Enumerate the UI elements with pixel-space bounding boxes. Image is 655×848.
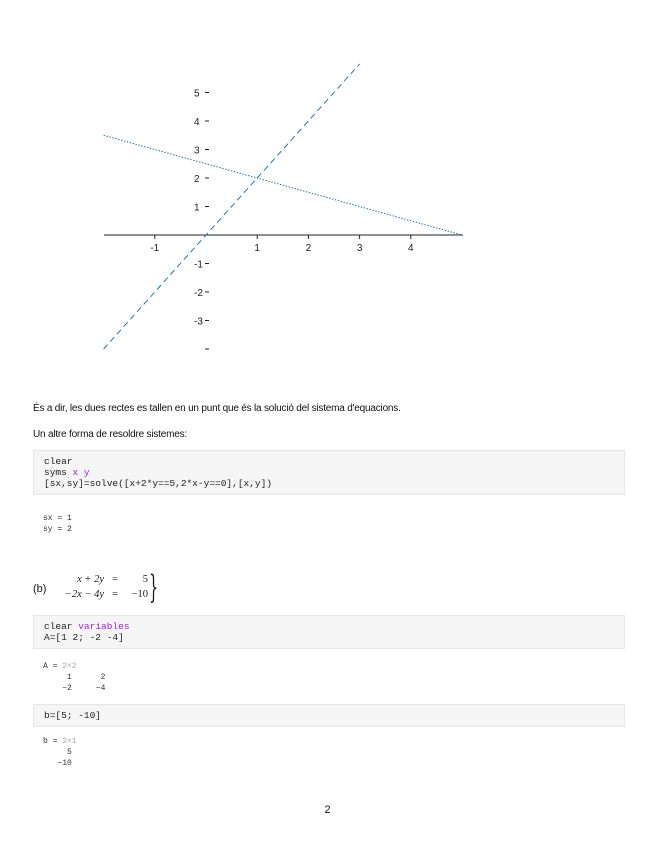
equation-rhs: 5	[142, 574, 148, 585]
paragraph-intersection: És a dir, les dues rectes es tallen en un punt que és la solució del sistema d'equacions.	[33, 403, 401, 414]
equation-lhs: x + 2y	[77, 574, 104, 585]
system-label: (b)	[33, 583, 47, 595]
x-tick-label: -1	[150, 243, 160, 254]
x-tick-label: 4	[408, 243, 414, 254]
y-tick-label: 3	[194, 145, 200, 157]
y-tick-label: 1	[194, 202, 200, 214]
code-line: syms	[44, 467, 73, 478]
code-keyword: variables	[78, 621, 130, 632]
output-line: −10	[43, 759, 72, 768]
code-block-vector-b[interactable]	[33, 704, 625, 727]
code-line: A=[1 2; -2 -4]	[44, 632, 124, 643]
equation-op: =	[112, 589, 118, 600]
y-tick-label: 2	[194, 174, 200, 185]
output-dims: 2×2	[62, 662, 77, 671]
output-line: 5	[43, 748, 72, 757]
equation-system	[52, 572, 148, 602]
output-line: −2 −4	[43, 684, 106, 693]
x-tick-label: 3	[356, 243, 363, 254]
code-block-solve[interactable]	[33, 450, 625, 495]
x-tick-label: 2	[305, 243, 312, 254]
equation-brace: }	[149, 568, 159, 606]
output-line: 1 2	[43, 673, 106, 682]
x-tick-label: 1	[254, 243, 260, 254]
code-line: clear	[44, 621, 79, 632]
line-series	[104, 64, 360, 349]
code-line: clear	[44, 456, 73, 467]
y-tick-label: -1	[194, 259, 203, 271]
x-ticks	[150, 235, 414, 254]
output-vector-b	[43, 736, 77, 769]
output-line: sx = 1	[43, 514, 72, 523]
y-tick-label: 4	[194, 117, 200, 128]
line-series	[104, 135, 462, 235]
y-tick-label: 5	[194, 88, 200, 100]
output-head: b =	[43, 737, 63, 746]
equation-lhs: −2x − 4y	[64, 589, 104, 600]
output-dims: 2×1	[62, 737, 77, 746]
y-ticks	[194, 89, 209, 350]
page-number: 2	[324, 804, 331, 816]
output-matrix-a	[43, 661, 105, 694]
equation-row	[52, 587, 148, 602]
y-tick-label: -3	[194, 316, 203, 328]
output-line: sy = 2	[43, 525, 72, 534]
equation-row	[52, 572, 148, 587]
code-block-matrix-a[interactable]	[33, 615, 625, 649]
y-tick-label: -2	[194, 288, 203, 299]
plot-figure	[0, 0, 655, 370]
plot-lines	[104, 64, 462, 349]
equation-op: =	[112, 574, 118, 585]
output-solve	[43, 513, 72, 535]
equation-rhs: −10	[131, 589, 148, 600]
code-line: [sx,sy]=solve([x+2*y==5,2*x-y==0],[x,y])	[44, 478, 273, 489]
code-line: b=[5; -10]	[44, 710, 102, 721]
paragraph-another-way: Un altre forma de resoldre sistemes:	[33, 429, 187, 440]
output-head: A =	[43, 662, 63, 671]
code-keyword: x y	[72, 467, 90, 478]
